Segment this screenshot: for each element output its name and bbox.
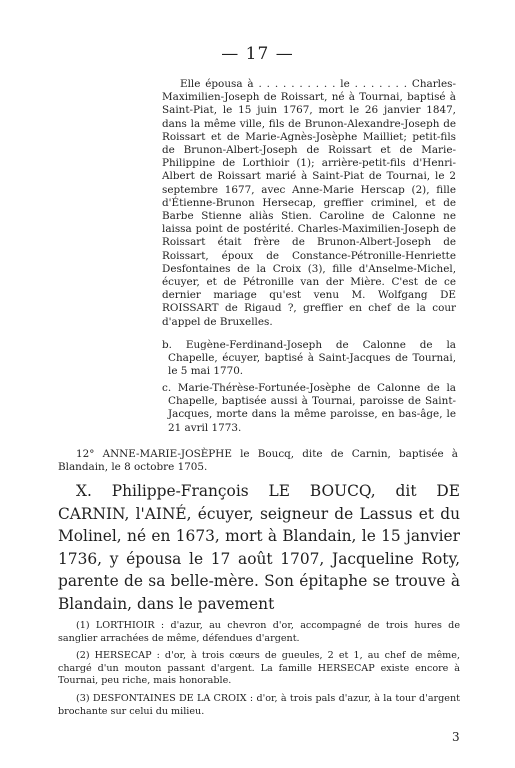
list-item-c: c. Marie-Thérèse-Fortunée-Josèphe de Calonne de la Chapelle, baptisée aussi à Tournai, paroisse de Saint-Jacques, morte dans la même paroisse, en bas-âge, le 21 avril 1773. <box>162 382 456 434</box>
footnote-3: (3) DESFONTAINES DE LA CROIX : d'or, à trois pals d'azur, à la tour d'argent brochante sur celui du milieu. <box>58 693 460 717</box>
signature-mark: 3 <box>452 730 460 744</box>
list-item-b: b. Eugène-Ferdinand-Joseph de Calonne de la Chapelle, écuyer, baptisé à Saint-Jacques de Tournai, le 5 mai 1770. <box>162 339 456 378</box>
entry-12: 12° ANNE-MARIE-JOSÈPHE le Boucq, dite de Carnin, baptisée à Blandain, le 8 octobre 1705. <box>58 448 458 474</box>
main-paragraph: Elle épousa à . . . . . . . . . . le . . . . . . . Charles-Maximilien-Joseph de Roissart, né à Tournai, baptisé à Saint-Piat, le 15 juin 1767, mort le 26 janvier 1847, dans la même ville, fils de Brunon-Alexandre-Joseph de Roissart et de Marie-Agnès-Josèphe Mailliet; petit-fils de Brunon-Albert-Joseph de Roissart et de Marie-Philippine de Lorthioir (1); arrière-petit-fils d'Henri-Albert de Roissart marié à Saint-Piat de Tournai, le 2 septembre 1677, avec Anne-Marie Herscap (2), fille d'Étienne-Brunon Hersecap, greffier criminel, et de Barbe Stienne aliàs Stien. Caroline de Calonne ne laissa point de postérité. Charles-Maximilien-Joseph de Roissart était frère de Brunon-Albert-Joseph de Roissart, époux de Constance-Pétronille-Henriette Desfontaines de la Croix (3), fille d'Anselme-Michel, écuyer, et de Pétronille van der Mière. C'est de ce dernier mariage qu'est venu M. Wolfgang DE ROISSART de Rigaud ?, greffier en chef de la cour d'appel de Bruxelles. <box>162 78 456 328</box>
page-number: — 17 — <box>221 44 294 64</box>
footnote-2: (2) HERSECAP : d'or, à trois cœurs de gueules, 2 et 1, au chef de même, chargé d'un mouton passant d'argent. La famille HERSECAP existe encore à Tournai, peu riche, mais honorable. <box>58 650 460 687</box>
footnote-1: (1) LORTHIOIR : d'azur, au chevron d'or, accompagné de trois hures de sanglier arrachées de même, défendues d'argent. <box>58 620 460 644</box>
section-x-paragraph: X. Philippe-François LE BOUCQ, dit DE CARNIN, l'AINÉ, écuyer, seigneur de Lassus et du Molinel, né en 1673, mort à Blandain, le 15 janvier 1736, y épousa le 17 août 1707, Jacqueline Roty, parente de sa belle-mère. Son épitaphe se trouve à Blandain, dans le pavement <box>58 482 460 613</box>
